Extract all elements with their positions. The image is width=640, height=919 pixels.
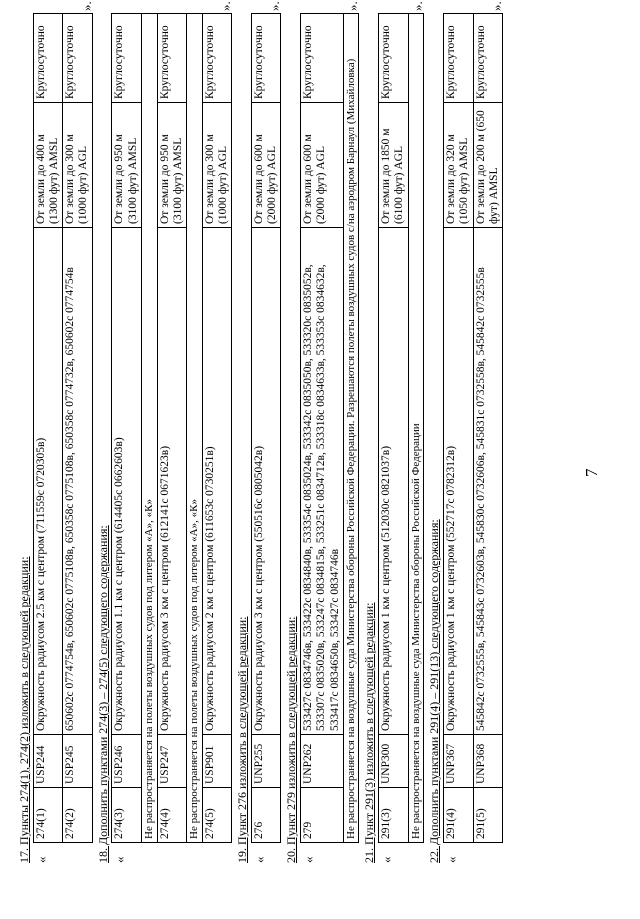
height-limits: От земли до 320 м (1050 фут) AMSL [444, 103, 473, 228]
item-number: 291(4) [444, 788, 473, 843]
height-limits: От земли до 200 м (650 фут) AMSL [473, 103, 502, 228]
table-row [63, 14, 92, 843]
section-heading [285, 13, 300, 863]
airspace-table [251, 13, 281, 843]
zone-code: UNP255 [251, 735, 280, 788]
zone-code: USP901 [202, 735, 231, 788]
table-row [343, 14, 359, 843]
item-number: 279 [301, 788, 344, 843]
amendment-section [95, 1, 234, 863]
zone-code: USP247 [157, 735, 186, 788]
operating-time: Круглосуточно [33, 14, 62, 103]
close-quote: ». [267, 1, 283, 11]
zone-boundary: Окружность радиусом 1 км с центром (512030с 0821037в) [379, 228, 408, 735]
page-number: 7 [582, 468, 601, 477]
item-number: 274(2) [63, 788, 92, 843]
height-limits: От земли до 400 м (1300 фут) AMSL [33, 103, 62, 228]
operating-time: Круглосуточно [63, 14, 92, 103]
operating-time: Круглосуточно [157, 14, 186, 103]
section-heading-text: 18. Дополнить пунктами 274(3) – 274(5) следующего содержания: [95, 525, 110, 863]
zone-code: UNP368 [473, 735, 502, 788]
zone-boundary: Окружность радиусом 3 км с центром (612141с 0671623в) [157, 228, 186, 735]
table-row [473, 14, 502, 843]
zone-boundary: 545842с 0732555в, 545843с 0732603в, 545830с 0732606в, 545831с 0732558в, 545842с 0732555в [473, 228, 502, 735]
height-limits: От земли до 950 м (3100 фут) AMSL [112, 103, 141, 228]
amendment-section [362, 1, 426, 863]
table-row [301, 14, 344, 843]
zone-code: USP245 [63, 735, 92, 788]
open-quote: « [301, 856, 317, 863]
restriction-note: Не распространяется на полеты воздушных судов под литером «А», «К» [141, 14, 157, 843]
amendment-section [235, 1, 283, 863]
section-heading [236, 13, 251, 863]
airspace-table [443, 13, 503, 843]
section-heading-text: 17. Пункты 274(1), 274(2) изложить в следующей редакции: [17, 556, 31, 863]
restriction-note: Не распространяется на воздушные суда Министерства обороны Российской Федерации. Разрешаются полеты воздушных судов с/на аэродром Барнаул (Михайловка) [343, 14, 359, 843]
table-row [202, 14, 231, 843]
table-row [33, 14, 62, 843]
zone-boundary: Окружность радиусом 1 км с центром (552717с 0782312в) [444, 228, 473, 735]
close-quote: ». [489, 1, 504, 11]
operating-time: Круглосуточно [301, 14, 344, 103]
zone-code: UNP300 [379, 735, 408, 788]
amendment-section [17, 1, 94, 863]
open-quote: « [33, 856, 49, 863]
restriction-note: Не распространяется на полеты воздушных судов под литером «А», «К» [186, 14, 202, 843]
section-heading [18, 13, 33, 863]
amendment-section [284, 1, 361, 863]
operating-time: Круглосуточно [473, 14, 502, 103]
operating-time: Круглосуточно [444, 14, 473, 103]
section-heading-text: 19. Пункт 276 изложить в следующей редакции: [235, 616, 250, 863]
zone-code: USP244 [33, 735, 62, 788]
close-quote: ». [345, 1, 361, 11]
zone-boundary: Окружность радиусом 2.5 км с центром (711559с 0720305в) [33, 228, 62, 735]
table-row [444, 14, 473, 843]
zone-code: UNP262 [301, 735, 344, 788]
zone-boundary: 650602с 0774754в, 650602с 0775108в, 650358с 0775108в, 650358с 0774732в, 650602с 0774754в [63, 228, 92, 735]
height-limits: От земли до 600 м (2000 фут) AGL [301, 103, 344, 228]
restriction-note: Не распространяется на воздушные суда Министерства обороны Российской Федерации [408, 14, 424, 843]
item-number: 291(5) [473, 788, 502, 843]
height-limits: От земли до 300 м (1000 фут) AGL [63, 103, 92, 228]
table-row [112, 14, 141, 843]
height-limits: От земли до 1850 м (6100 фут) AGL [379, 103, 408, 228]
operating-time: Круглосуточно [379, 14, 408, 103]
item-number: 291(3) [379, 788, 408, 843]
airspace-table [300, 13, 359, 843]
close-quote: ». [78, 1, 94, 11]
operating-time: Круглосуточно [251, 14, 280, 103]
zone-boundary: 533427с 0834746в, 533422с 0834840в, 533354с 0835024в, 533342с 0835050в, 533320с 0835052в, 533307с 0835020в, 533247с 0834815в, 533251с 0834712в, 533318с 0834633в, 533353с 0834632в, 533417с 0834650в, 533427с 0834746в [301, 228, 344, 735]
close-quote: ». [410, 1, 426, 11]
item-number: 274(4) [157, 788, 186, 843]
table-row [408, 14, 424, 843]
section-heading [97, 13, 112, 863]
open-quote: « [444, 856, 460, 863]
section-heading-text: 21. Пункт 291(3) изложить в следующей редакции: [362, 602, 377, 863]
height-limits: От земли до 300 м (1000 фут) AGL [202, 103, 231, 228]
airspace-table [111, 13, 232, 843]
item-number: 274(3) [112, 788, 141, 843]
operating-time: Круглосуточно [112, 14, 141, 103]
height-limits: От земли до 950 м (3100 фут) AMSL [157, 103, 186, 228]
section-heading [428, 13, 443, 863]
item-number: 274(5) [202, 788, 231, 843]
item-number: 274(1) [33, 788, 62, 843]
airspace-table [378, 13, 424, 843]
close-quote: ». [218, 1, 234, 11]
zone-boundary: Окружность радиусом 2 км с центром (611653с 0730251в) [202, 228, 231, 735]
table-row [251, 14, 280, 843]
open-quote: « [379, 856, 395, 863]
table-row [141, 14, 157, 843]
height-limits: От земли до 600 м (2000 фут) AGL [251, 103, 280, 228]
zone-boundary: Окружность радиусом 1.1 км с центром (614405с 0662603в) [112, 228, 141, 735]
section-heading-text: 22. Дополнить пунктами 291(4) – 291(13) следующего содержания: [427, 519, 442, 863]
section-heading-text: 20. Пункт 279 изложить в следующей редакции: [284, 616, 299, 863]
table-row [157, 14, 186, 843]
zone-code: USP246 [112, 735, 141, 788]
open-quote: « [112, 856, 128, 863]
table-row [186, 14, 202, 843]
document-body [17, 1, 563, 863]
item-number: 276 [251, 788, 280, 843]
operating-time: Круглосуточно [202, 14, 231, 103]
zone-code: UNP367 [444, 735, 473, 788]
open-quote: « [251, 856, 267, 863]
amendment-section [427, 1, 504, 863]
table-row [379, 14, 408, 843]
section-heading [363, 13, 378, 863]
zone-boundary: Окружность радиусом 3 км с центром (550516с 0805042в) [251, 228, 280, 735]
airspace-table [33, 13, 93, 843]
